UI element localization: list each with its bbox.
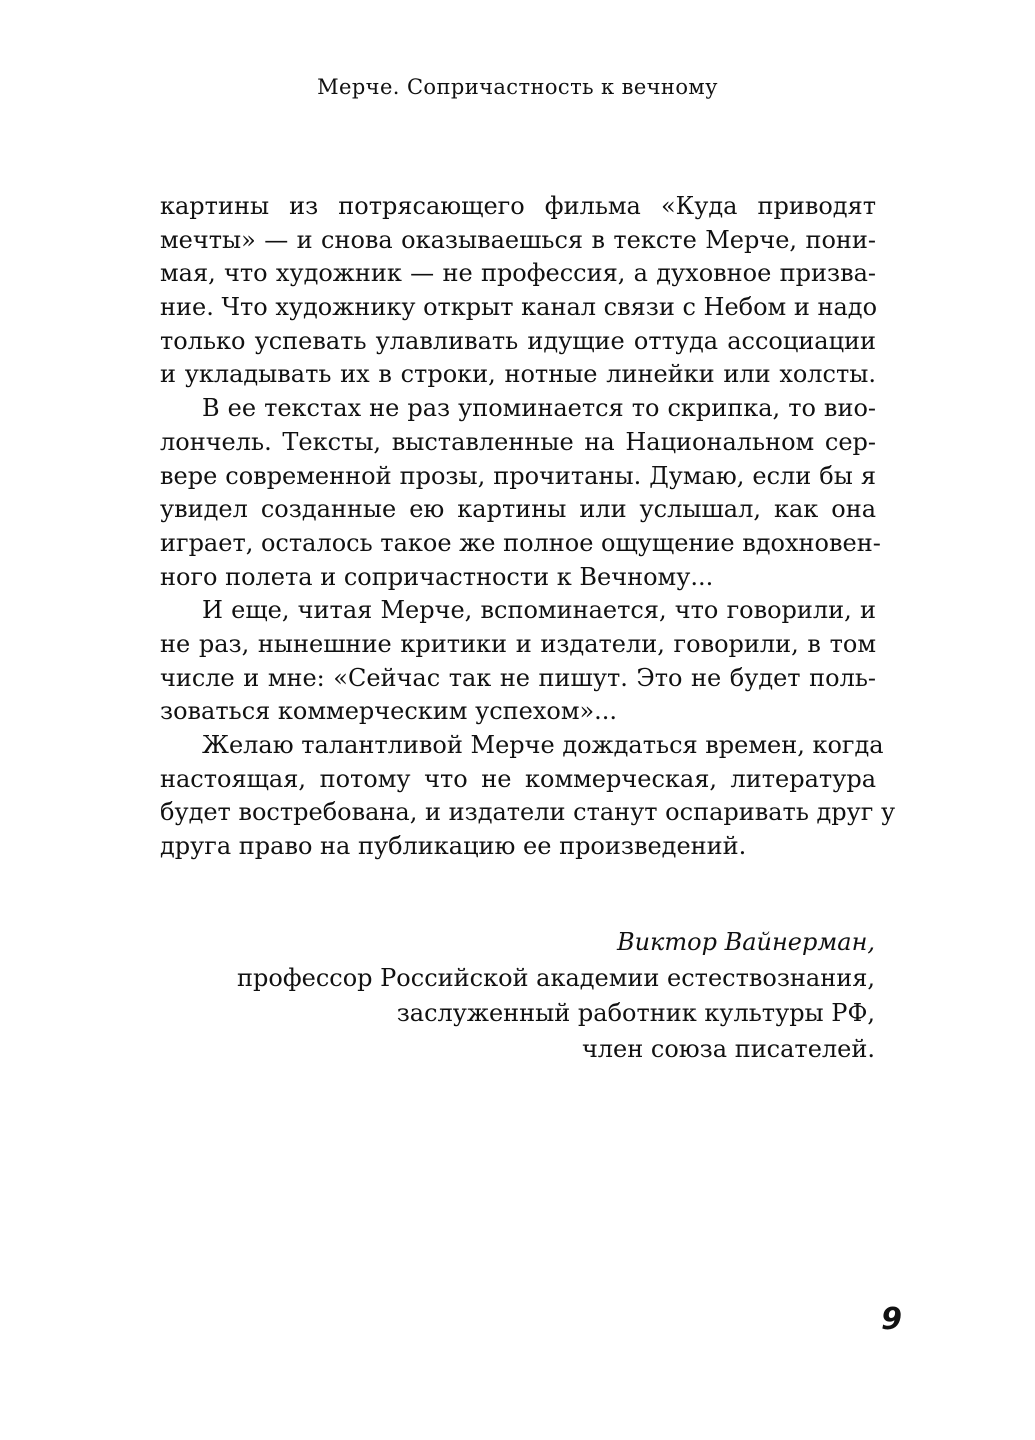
text-line: ние. Что художнику открыт канал связи с Небом и надо bbox=[160, 293, 878, 322]
paragraph-first-line: И еще, читая Мерче, вспоминается, что говорили, и bbox=[202, 596, 876, 625]
text-line: только успевать улавливать идущие оттуда ассоциации bbox=[160, 326, 876, 355]
text-line: мая, что художник — не профессия, а духовное призва- bbox=[160, 259, 876, 288]
text-line: числе и мне: «Сейчас так не пишут. Это не будет поль- bbox=[160, 663, 876, 692]
text-line: лончель. Тексты, выставленные на Национальном сер- bbox=[160, 427, 876, 456]
text-line: играет, осталось такое же полное ощущение вдохновен- bbox=[160, 528, 881, 557]
running-header: Мерче. Сопричастность к вечному bbox=[317, 75, 718, 99]
paragraph-last-line: ного полета и сопричастности к Вечному... bbox=[160, 562, 714, 591]
author-title: профессор Российской академии естествознания, bbox=[237, 963, 875, 992]
text-line: вере современной прозы, прочитаны. Думаю, если бы я bbox=[160, 461, 876, 490]
text-line: картины из потрясающего фильма «Куда приводят bbox=[160, 192, 876, 220]
page-number: 9 bbox=[881, 1302, 902, 1337]
text-line: и укладывать их в строки, нотные линейки или холсты. bbox=[160, 360, 876, 389]
text-line: не раз, нынешние критики и издатели, говорили, в том bbox=[160, 629, 876, 658]
author-title: заслуженный работник культуры РФ, bbox=[396, 999, 875, 1027]
text-line: настоящая, потому что не коммерческая, литература bbox=[160, 764, 876, 793]
author-title: член союза писателей. bbox=[581, 1034, 875, 1063]
text-line: будет востребована, и издатели станут оспаривать друг у bbox=[160, 798, 896, 827]
text-line: мечты» — и снова оказываешься в тексте Мерче, пони- bbox=[160, 225, 876, 254]
paragraph-last-line: друга право на публикацию ее произведений. bbox=[160, 832, 747, 861]
body-text bbox=[160, 190, 896, 864]
paragraph-first-line: Желаю талантливой Мерче дождаться времен, когда bbox=[202, 731, 884, 759]
text-line: увидел созданные ею картины или услышал, как она bbox=[160, 495, 876, 524]
signature-block bbox=[237, 925, 875, 1067]
paragraph-first-line: В ее текстах не раз упоминается то скрипка, то вио- bbox=[202, 394, 876, 423]
paragraph-last-line: зоваться коммерческим успехом»... bbox=[160, 697, 618, 726]
author-name: Виктор Вайнерман, bbox=[616, 928, 875, 956]
